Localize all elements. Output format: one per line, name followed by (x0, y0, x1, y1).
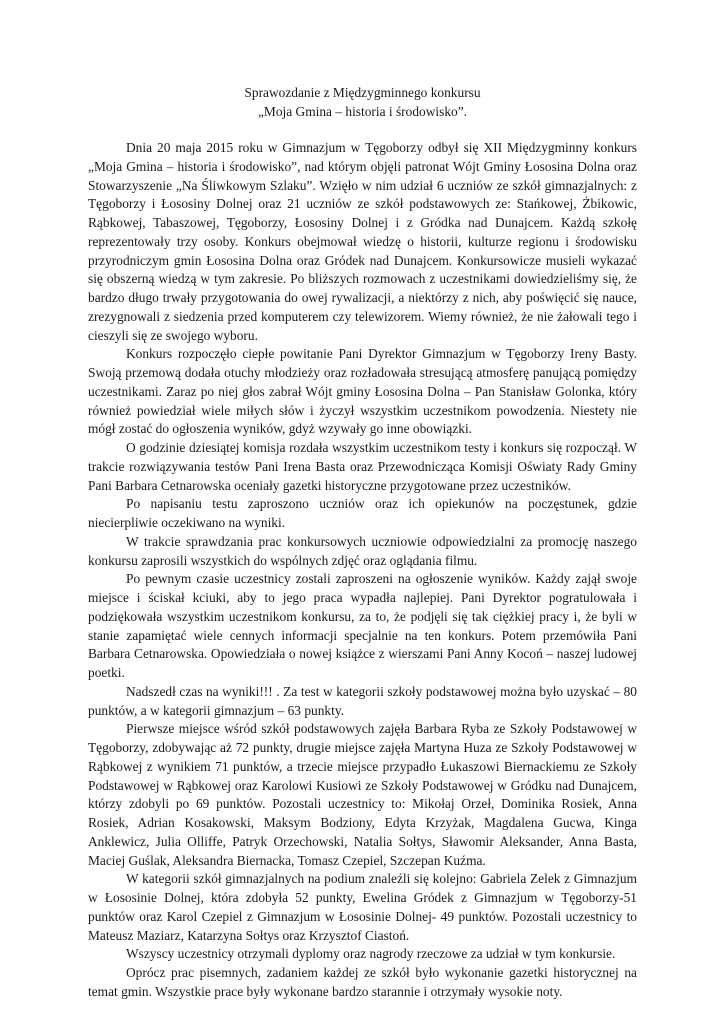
paragraph: Po pewnym czasie uczestnicy zostali zaproszeni na ogłoszenie wyników. Każdy zajął swoje miejsce i ściskał kciuki, aby to jego praca wypadła najlepiej. Pani Dyrektor pogratulowała i podziękowała wszystkim uczestnikom konkursu, za to, że podjęli się tak ciężkiej pracy i, że byli w stanie zapamiętać wiele cennych informacji specjalnie na ten konkurs. Potem przemówiła Pani Barbara Cetnarowska. Opowiedziała o nowej książce z wierszami Pani Anny Kocoń – naszej ludowej poetki. (88, 571, 637, 680)
document-title (88, 84, 637, 121)
paragraph: Po napisaniu testu zaproszono uczniów oraz ich opiekunów na poczęstunek, gdzie niecierpliwie oczekiwano na wyniki. (88, 496, 637, 530)
paragraph: Wszyscy uczestnicy otrzymali dyplomy oraz nagrody rzeczowe za udział w tym konkursie. (126, 946, 616, 962)
paragraph: O godzinie dziesiątej komisja rozdała wszystkim uczestnikom testy i konkurs się rozpoczął. W trakcie rozwiązywania testów Pani Irena Basta oraz Przewodnicząca Komisji Oświaty Rady Gminy Pani Barbara Cetnarowska oceniały gazetki historyczne przygotowane przez uczestników. (88, 440, 637, 493)
paragraph: Dnia 20 maja 2015 roku w Gimnazjum w Tęgoborzy odbył się XII Międzygminny konkurs „Moja Gmina – historia i środowisko”, nad którym objęli patronat Wójt Gminy Łososina Dolna oraz Stowarzyszenie „Na Śliwkowym Szlaku”. Wzięło w nim udział 6 uczniów ze szkół gimnazjalnych: z Tęgoborzy i Łososiny Dolnej oraz 21 uczniów ze szkół podstawowych ze: Stańkowej, Żbikowic, Rąbkowej, Tabaszowej, Tęgoborzy, Łososiny Dolnej i z Gródka nad Dunajcem. Każdą szkołę reprezentowały trzy osoby. Konkurs obejmował wiedzę o historii, kulturze regionu i środowisku przyrodniczym gmin Łososina Dolna oraz Gródek nad Dunajcem. Konkursowicze musieli wykazać się obszerną wiedzą w tym zakresie. Po bliższych rozmowach z uczestnikami dowiedzieliśmy się, że bardzo długo trwały przygotowania do owej rywalizacji, a niektórzy z nich, aby poświęcić się nauce, zrezygnowali z siedzenia przed komputerem czy telewizorem. Wiemy również, że nie żałowali tego i cieszyli się ze swojego wyboru. (88, 140, 637, 343)
paragraph: W trakcie sprawdzania prac konkursowych uczniowie odpowiedzialni za promocję naszego konkursu zaprosili wszystkich do wspólnych zdjęć oraz oglądania filmu. (88, 533, 637, 568)
paragraph: W kategorii szkół gimnazjalnych na podium znaleźli się kolejno: Gabriela Zelek z Gimnazjum w Łososinie Dolnej, która zdobyła 52 punkty, Ewelina Gródek z Gimnazjum w Tęgoborzy-51 punktów oraz Karol Czepiel z Gimnazjum w Łososinie Dolnej- 49 punktów. Pozostali uczestnicy to Mateusz Maziarz, Katarzyna Sołtys oraz Krzysztof Ciastoń. (88, 871, 637, 943)
paragraph: Nadszedł czas na wyniki!!! . Za test w kategorii szkoły podstawowej można było uzyskać – 80 punktów, a w kategorii gimnazjum – 63 punkty. (88, 683, 637, 718)
paragraph: Pierwsze miejsce wśród szkół podstawowych zajęła Barbara Ryba ze Szkoły Podstawowej w Tęgoborzy, zdobywając aż 72 punkty, drugie miejsce zajęła Martyna Huza ze Szkoły Podstawowej w Rąbkowej z wynikiem 71 punktów, a trzecie miejsce przypadło Łukaszowi Biernackiemu ze Szkoły Podstawowej w Rąbkowej oraz Karolowi Kusiowi ze Szkoły Podstawowej w Gródku nad Dunajcem, którzy zdobyli po 69 punktów. Pozostali uczestnicy to: Mikołaj Orzeł, Dominika Rosiek, Anna Rosiek, Adrian Kosakowski, Maksym Bodziony, Edyta Krzyżak, Magdalena Gucwa, Kinga Anklewicz, Julia Olliffe, Patryk Orzechowski, Natalia Sołtys, Sławomir Aleksander, Anna Basta, Maciej Guślak, Aleksandra Biernacka, Tomasz Czepiel, Szczepan Kuźma. (88, 721, 637, 868)
title-line-2: „Moja Gmina – historia i środowisko”. (257, 103, 467, 119)
paragraph: Konkurs rozpoczęło ciepłe powitanie Pani Dyrektor Gimnazjum w Tęgoborzy Ireny Basty. Swoją przemową dodała otuchy młodzieży oraz rozładowała stresującą atmosferę panującą pomiędzy uczestnikami. Zaraz po niej głos zabrał Wójt gminy Łososina Dolna – Pan Stanisław Golonka, który również powiedział wiele miłych słów i życzył wszystkim uczestnikom powodzenia. Niestety nie mógł zostać do ogłoszenia wyników, gdyż wzywały go inne obowiązki. (88, 346, 637, 437)
document-body (88, 139, 637, 1002)
paragraph: Oprócz prac pisemnych, zadaniem każdej ze szkół było wykonanie gazetki historycznej na temat gmin. Wszystkie prace były wykonane bardzo starannie i otrzymały wysokie noty. (88, 965, 637, 999)
title-line-1: Sprawozdanie z Międzygminnego konkursu (244, 85, 481, 100)
